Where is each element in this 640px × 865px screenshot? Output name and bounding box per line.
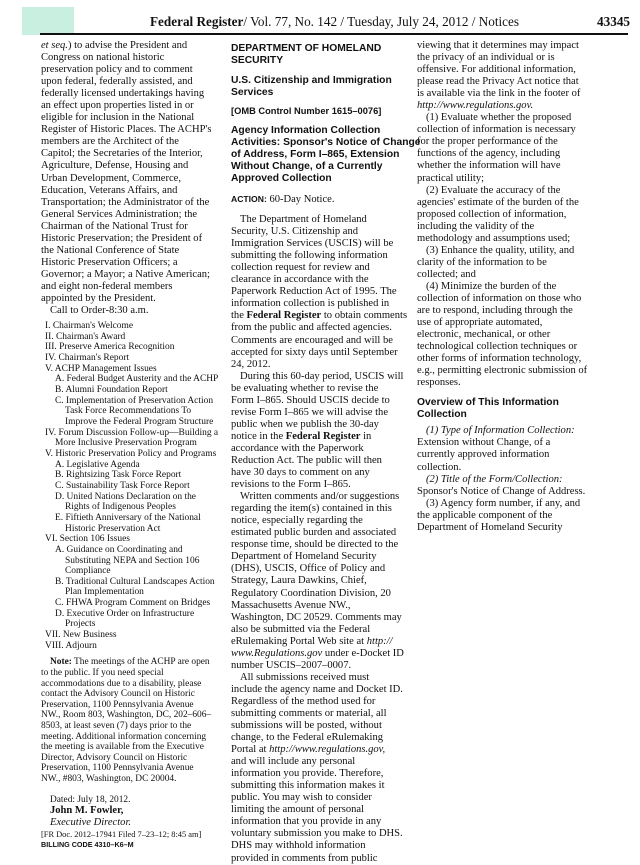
text-line xyxy=(231,636,407,648)
call-to-order: Call to Order-8:30 a.m. xyxy=(50,305,149,317)
agenda-item: Compliance xyxy=(65,566,111,577)
note-block xyxy=(41,657,222,784)
note-label: Note: xyxy=(50,657,72,668)
agenda-item: V. ACHP Management Issues xyxy=(45,363,157,374)
agenda-item: Task Force Recommendations To xyxy=(65,406,192,417)
text-line: (4) Minimize the burden of the xyxy=(426,280,557,292)
page-number: 43345 xyxy=(597,14,630,29)
agenda-item: Improve the Federal Program Structure xyxy=(65,416,214,427)
text-line: proposed collection of information, xyxy=(417,208,567,220)
text-line: offensive. For additional information, xyxy=(417,64,576,76)
page-tab-marker xyxy=(22,7,74,35)
signer-name: John M. Fowler, xyxy=(50,805,124,817)
text-line xyxy=(231,431,407,443)
text-line: including the validity of the xyxy=(417,220,535,232)
text-line: Sponsor's Notice of Change of Address. xyxy=(417,485,586,497)
item-label: Department of Homeland Security xyxy=(417,521,563,533)
privacy-paragraph xyxy=(417,40,627,112)
text-line: information you provide. Therefore, xyxy=(231,768,384,780)
text-line: Reduction Act. The public will then xyxy=(231,454,382,466)
agenda-item: IV. Forum Discussion Follow-up—Building a xyxy=(45,427,219,438)
agency-heading xyxy=(231,43,407,67)
item-label: (3) Agency form number, if any, and xyxy=(426,497,581,509)
text-line: Washington, DC 20529. Comments may xyxy=(231,611,402,623)
text-line: response time, should be directed to the xyxy=(231,539,399,551)
text-line: Chairman of the National Trust for xyxy=(41,220,188,232)
text-line: clarity of the information to be xyxy=(417,256,547,268)
agenda-item: C. FHWA Program Comment on Bridges xyxy=(55,598,211,609)
text-line: Comments are encouraged and will be xyxy=(231,334,393,346)
agenda-item: B. Traditional Cultural Landscapes Action xyxy=(55,576,215,587)
action-text: 60-Day Notice. xyxy=(266,194,335,205)
text-run: in xyxy=(360,430,372,442)
agenda-item: IV. Chairman's Report xyxy=(45,353,130,364)
agenda-item: C. Sustainability Task Force Report xyxy=(55,480,190,491)
text-run: Portal at xyxy=(231,744,270,756)
agenda-item: III. Preserve America Recognition xyxy=(45,342,175,353)
text-line: DHS may withhold information xyxy=(231,840,366,852)
text-line: U.S. Citizenship and Immigration xyxy=(231,75,392,86)
text-line xyxy=(41,40,222,52)
text-line: Regulatory Coordination Division, 20 xyxy=(231,587,391,599)
agenda-item: More Inclusive Preservation Program xyxy=(55,438,197,449)
text-line: have 30 days to comment on any xyxy=(231,467,370,479)
text-line: Paperwork Reduction Act of 1995. The xyxy=(231,286,397,298)
text-line: number USCIS–2007–0007. xyxy=(231,659,352,671)
text-line: notice, especially regarding the xyxy=(231,515,363,527)
text-line: Department of Homeland Security xyxy=(231,551,377,563)
text-line: methodology and assumptions used; xyxy=(417,232,571,244)
billing-code: BILLING CODE 4310–K6–M xyxy=(41,840,134,850)
italic-lead: et seq. xyxy=(41,40,68,51)
text-line: and will include any personal xyxy=(231,756,356,768)
text-line: Overview of This Information xyxy=(417,397,559,409)
text-line: the National Conference of State xyxy=(41,244,180,256)
text-line xyxy=(231,744,407,756)
overview-heading xyxy=(417,397,627,421)
text-line: eligible for inclusion in the National xyxy=(41,112,195,124)
agenda-item: V. Historic Preservation Policy and Programs xyxy=(45,448,217,459)
text-line: 8503, at least seven (7) days prior to the xyxy=(41,720,192,731)
text-line: appointed by the President. xyxy=(41,292,156,304)
text-line: General Services Administration; the xyxy=(41,208,198,220)
text-line: collection of information on those who xyxy=(417,292,582,304)
paragraph-3 xyxy=(231,491,407,672)
text-line: The Department of Homeland xyxy=(240,214,367,226)
text-line: estimated public burden and associated xyxy=(231,527,397,539)
text-line: accepted for sixty days until September xyxy=(231,346,398,358)
agenda-item: A. Legislative Agenda xyxy=(55,459,140,470)
text-line: Preservation, 1100 Pennsylvania Avenue xyxy=(41,699,194,710)
paragraph-1 xyxy=(231,214,407,371)
text-line: Immigration Services (USCIS) will be xyxy=(231,238,394,250)
text-line: submitting the following information xyxy=(231,250,388,262)
text-line: e.g., permitting electronic submission of xyxy=(417,365,588,377)
text-line: Collection xyxy=(417,409,467,421)
text-line: viewing that it determines may impact xyxy=(417,40,579,51)
text-line: All submissions received must xyxy=(240,671,370,683)
text-line: (1) Evaluate whether the proposed xyxy=(426,112,572,124)
text-line: contact the Advisory Council on Historic xyxy=(41,689,195,700)
text-line: please read the Privacy Act notice that xyxy=(417,76,579,88)
text-line: submitting this information makes it xyxy=(231,780,385,792)
omb-control-number: [OMB Control Number 1615–0076] xyxy=(231,106,382,116)
regulations-link: http://www.regulations.gov. xyxy=(417,100,534,112)
dated-line: Dated: July 18, 2012. xyxy=(50,794,131,805)
text-line: whether the information will have xyxy=(417,160,561,172)
text-line: Historic Preservation Officers; a xyxy=(41,256,178,268)
agenda-item: II. Chairman's Award xyxy=(45,331,126,342)
text-line: functions of the agency, including xyxy=(417,148,561,160)
text-line: collection of information is necessary xyxy=(417,124,576,136)
text-line: agencies' estimate of the burden of the xyxy=(417,196,579,208)
item-label: (2) Title of the Form/Collection: xyxy=(426,473,563,485)
fr-doc-line: [FR Doc. 2012–17941 Filed 7–23–12; 8:45 am] xyxy=(41,830,202,840)
text-line: collection. xyxy=(417,461,462,473)
federal-register-ref: Federal Register xyxy=(285,430,361,442)
action-label: ACTION: xyxy=(231,194,267,204)
agenda-item: VI. Section 106 Issues xyxy=(45,534,130,545)
text-line: the privacy of an individual or is xyxy=(417,52,555,64)
text-line: Without Change, of a Currently xyxy=(231,161,383,172)
regulations-link: www.Regulations.gov xyxy=(231,647,323,659)
text-line: NW., Room 803, Washington, DC, 202–606– xyxy=(41,710,212,721)
text-line: from the public and affected agencies. xyxy=(231,322,392,334)
text-line: of Address, Form I–865, Extension xyxy=(231,149,400,160)
agenda-item: A. Federal Budget Austerity and the ACHP xyxy=(55,374,219,385)
text-line: Regardless of the method used for xyxy=(231,695,376,707)
text-line: Historic Preservation; the President of xyxy=(41,232,203,244)
text-line: Governor; a Mayor; a Native American; xyxy=(41,268,210,280)
text-line: Services xyxy=(231,87,274,98)
text-line: accordance with the Paperwork xyxy=(231,442,364,454)
text-line: use of appropriate automated, xyxy=(417,317,543,329)
evaluation-list xyxy=(417,112,627,389)
text-line: for the proper performance of the xyxy=(417,136,558,148)
text-line: 24, 2012. xyxy=(231,358,271,370)
note-first: The meetings of the ACHP are open xyxy=(71,657,210,668)
agenda-item: C. Implementation of Preservation Action xyxy=(55,395,214,406)
text-line: Education, Veterans Affairs, and xyxy=(41,184,178,196)
column-3 xyxy=(417,40,627,534)
text-line xyxy=(417,425,627,437)
text-line: also be submitted via the Federal xyxy=(231,623,371,635)
paragraph-4 xyxy=(231,672,407,865)
text-line: regarding the item(s) contained in this xyxy=(231,503,392,515)
overview-items xyxy=(417,425,627,533)
text-line: NW., #803, Washington, DC 20004. xyxy=(41,773,177,784)
agenda-item: B. Alumni Foundation Report xyxy=(55,385,168,396)
text-run: the xyxy=(231,310,247,322)
text-line: to the public. If you need special xyxy=(41,668,164,679)
agenda-item: D. Executive Order on Infrastructure xyxy=(55,608,195,619)
text-line: information collection is published in xyxy=(231,298,390,310)
text-line: Agriculture, Defense, Housing and xyxy=(41,160,189,172)
agenda-item: E. Fiftieth Anniversary of the National xyxy=(55,512,201,523)
text-line: preservation policy and to comment xyxy=(41,64,193,76)
agenda-item: I. Chairman's Welcome xyxy=(45,321,134,332)
text-line xyxy=(231,648,407,660)
text-line: change, to the Federal eRulemaking xyxy=(231,732,383,744)
text-run: to obtain comments xyxy=(321,310,408,322)
text-line: are to respond, including through the xyxy=(417,305,573,317)
text-line: clearance in accordance with the xyxy=(231,274,369,286)
text-line: provided in comments from public xyxy=(231,852,378,864)
agenda-item: Substituting NEPA and Section 106 xyxy=(65,555,200,566)
text-line: Congress on national historic xyxy=(41,52,165,64)
text-line: revisions to the Form I–865. xyxy=(231,479,351,491)
text-line xyxy=(41,657,222,668)
text-line: Preservation, 1100 Pennsylvania Avenue xyxy=(41,763,194,774)
text-line: currently approved information xyxy=(417,449,550,461)
text-line: collected; and xyxy=(417,268,476,280)
text-line: Form I–865. Should USCIS decide to xyxy=(231,394,390,406)
text-line: public. You may wish to consider xyxy=(231,792,372,804)
page-header xyxy=(150,14,630,34)
signer-title: Executive Director. xyxy=(50,817,132,829)
text-line: Extension without Change, of a xyxy=(417,437,551,449)
text-line: responses. xyxy=(417,377,461,389)
column-2 xyxy=(231,40,421,865)
text-line: practical utility; xyxy=(417,172,485,184)
text-line: Transportation; the Administrator of the xyxy=(41,196,210,208)
text-line: Agency Information Collection xyxy=(231,125,381,136)
text-line xyxy=(231,310,407,322)
text-line: During this 60-day period, USCIS will xyxy=(240,370,404,382)
header-citation xyxy=(150,14,519,30)
text-run: notice in the xyxy=(231,430,286,442)
agenda-item: D. United Nations Declaration on the xyxy=(55,491,197,502)
text-line: Director, Advisory Council on Historic xyxy=(41,752,188,763)
agenda-item: Projects xyxy=(65,619,96,630)
agenda-item: Plan Implementation xyxy=(65,587,144,598)
item-label: (1) Type of Information Collection: xyxy=(426,425,575,437)
text-line: (DHS), USCIS, Office of Policy and xyxy=(231,563,386,575)
agenda-list xyxy=(41,321,222,651)
text-run: under e-Docket ID xyxy=(322,647,404,659)
text-line: other forms of information technology, xyxy=(417,353,582,365)
text-line: (3) Enhance the quality, utility, and xyxy=(426,244,575,256)
notice-title xyxy=(231,125,421,185)
text-line: technological collection techniques or xyxy=(417,341,578,353)
regulations-link: http:// xyxy=(366,635,393,647)
item-label: the applicable component of the xyxy=(417,509,553,521)
paragraph-2 xyxy=(231,371,407,491)
text-line: be evaluating whether to revise the xyxy=(231,382,379,394)
text-line: submissions will be posted, without xyxy=(231,720,382,732)
text-line: Capitol; the Secretaries of the Interior, xyxy=(41,148,203,160)
text-line: Strategy, Laura Dawkins, Chief, xyxy=(231,575,367,587)
text-line: an effect upon properties listed in or xyxy=(41,100,194,112)
lead-rest: ) to advise the President and xyxy=(67,40,188,51)
regulations-link: http://www.regulations.gov, xyxy=(269,744,386,756)
text-line: is available via the link in the footer of xyxy=(417,88,581,100)
journal-name: Federal Register xyxy=(150,14,244,29)
text-line: Activities: Sponsor's Notice of Change xyxy=(231,137,421,148)
text-line: Urban Development, Commerce, xyxy=(41,172,181,184)
text-line: public when we publish the 30-day xyxy=(231,418,379,430)
text-line: federally licensed undertakings having xyxy=(41,88,205,100)
text-line: submitting comments or material, all xyxy=(231,707,387,719)
column-1 xyxy=(41,40,222,849)
text-line: and eight non-federal members xyxy=(41,280,173,292)
text-line: (2) Evaluate the accuracy of the xyxy=(426,184,561,196)
text-line xyxy=(417,474,627,486)
agenda-item: B. Rightsizing Task Force Report xyxy=(55,470,182,481)
text-line: meeting. Additional information concerning xyxy=(41,731,207,742)
text-line: limiting the amount of personal xyxy=(231,804,364,816)
text-line: include the agency name and Docket ID. xyxy=(231,683,403,695)
text-line: SECURITY xyxy=(231,55,284,66)
agenda-item: Historic Preservation Act xyxy=(65,523,161,534)
action-line xyxy=(231,193,407,206)
text-line: Written comments and/or suggestions xyxy=(240,491,400,503)
text-line: accommodations due to a disability, please xyxy=(41,678,202,689)
subagency-heading xyxy=(231,75,407,99)
issue-info: / Vol. 77, No. 142 / Tuesday, July 24, 2012 / Notices xyxy=(243,14,519,29)
header-rule xyxy=(40,33,628,35)
federal-register-ref: Federal Register xyxy=(246,310,322,322)
intro-paragraph xyxy=(41,40,222,305)
agenda-item: VII. New Business xyxy=(45,630,117,641)
text-line: upon federal, federally assisted, and xyxy=(41,76,193,88)
text-line: revise Form I–865 we will advise the xyxy=(231,406,388,418)
agenda-item: Rights of Indigenous Peoples xyxy=(65,502,176,513)
agenda-item: A. Guidance on Coordinating and xyxy=(55,544,183,555)
text-line: electronic, mechanical, or other xyxy=(417,329,551,341)
text-line: DEPARTMENT OF HOMELAND xyxy=(231,43,382,54)
text-line: the meeting is available from the Executive xyxy=(41,742,204,753)
text-line: information that you provide in any xyxy=(231,816,382,828)
text-run: eRulemaking Portal Web site at xyxy=(231,635,367,647)
agenda-item: VIII. Adjourn xyxy=(45,640,97,651)
text-line: collection request for review and xyxy=(231,262,370,274)
text-line: Register of Historic Places. The ACHP's xyxy=(41,124,212,136)
text-line: Approved Collection xyxy=(231,173,332,184)
text-line: Massachusetts Avenue NW., xyxy=(231,599,351,611)
text-line: members are the Architect of the xyxy=(41,136,179,148)
text-line: voluntary submission you make to DHS. xyxy=(231,828,403,840)
text-line: Security, U.S. Citizenship and xyxy=(231,226,359,238)
